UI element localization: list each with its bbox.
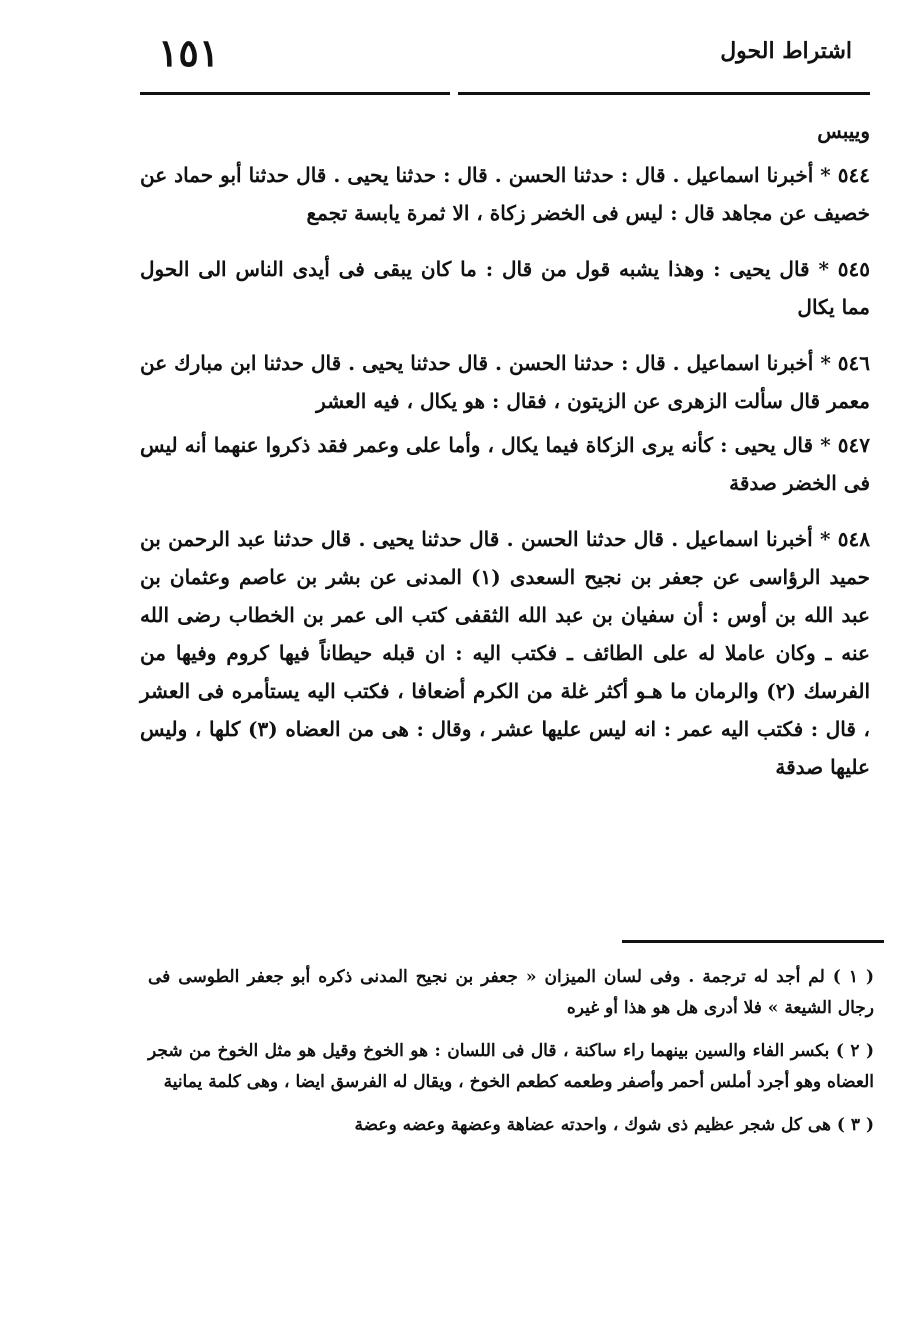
page-header xyxy=(140,30,870,90)
footnote-3: ( ٣ ) هى كل شجر عظيم ذى شوك ، واحدته عضاهة وعضهة وعضه وعضة xyxy=(354,1115,874,1135)
paragraph-547: ٥٤٧ * قال يحيى : كأنه يرى الزكاة فيما يكال ، وأما على وعمر فقد ذكروا عنهما أنه ليس فى الخضر صدقة xyxy=(140,433,870,495)
footnote-2: ( ٢ ) بكسر الفاء والسين بينهما راء ساكنة ، قال فى اللسان : هو الخوخ وقيل هو مثل الخوخ من شجر العضاه وهو أجرد أملس أحمر وأصفر وطعمه كطعم الخوخ ، ويقال له الفرسق ايضا ، وهى كلمة يمانية xyxy=(148,1041,874,1092)
header-rule xyxy=(458,92,870,95)
paragraph-544: ٥٤٤ * أخبرنا اسماعيل . قال : حدثنا الحسن . قال : حدثنا يحيى . قال حدثنا أبو حماد عن خصيف عن مجاهد قال : ليس فى الخضر زكاة ، الا ثمرة يابسة تجمع xyxy=(140,163,870,225)
main-text xyxy=(140,112,870,804)
footnote-1: ( ١ ) لم أجد له ترجمة . وفى لسان الميزان « جعفر بن نجيح المدنى ذكره أبو جعفر الطوسى فى رجال الشيعة » فلا أدرى هل هو هذا أو غيره xyxy=(148,967,875,1018)
page-number: ١٥١ xyxy=(158,30,220,75)
paragraph-548: ٥٤٨ * أخبرنا اسماعيل . قال حدثنا الحسن . قال حدثنا يحيى . قال حدثنا عبد الرحمن بن حميد الرؤاسى عن جعفر بن نجيح السعدى (١) المدنى عن بشر بن عاصم وعثمان بن عبد الله بن أوس : أن سفيان بن عبد الله الثقفى كتب الى عمر بن الخطاب رضى الله عنه ـ وكان عاملا له على الطائف ـ فكتب اليه : ان قبله حيطاناً فيها كروم وفيها من الفرسك (٢) والرمان ما هـو أكثر غلة من الكرم أضعافا ، فكتب اليه يستأمره فى العشر ، قال : فكتب اليه عمر : انه ليس عليها عشر ، وقال : هى من العضاه (٣) كلها ، وليس عليها صدقة xyxy=(140,527,871,779)
running-title: اشتراط الحول xyxy=(720,38,852,64)
header-rule xyxy=(140,92,450,95)
footnote-separator xyxy=(622,940,884,943)
continuation-line: وييبس xyxy=(817,119,870,143)
footnotes xyxy=(148,962,874,1153)
paragraph-545: ٥٤٥ * قال يحيى : وهذا يشبه قول من قال : ما كان يبقى فى أيدى الناس الى الحول مما يكال xyxy=(140,257,870,319)
paragraph-546: ٥٤٦ * أخبرنا اسماعيل . قال : حدثنا الحسن . قال حدثنا يحيى . قال حدثنا ابن مبارك عن معمر قال سألت الزهرى عن الزيتون ، فقال : هو يكال ، فيه العشر xyxy=(140,351,870,413)
